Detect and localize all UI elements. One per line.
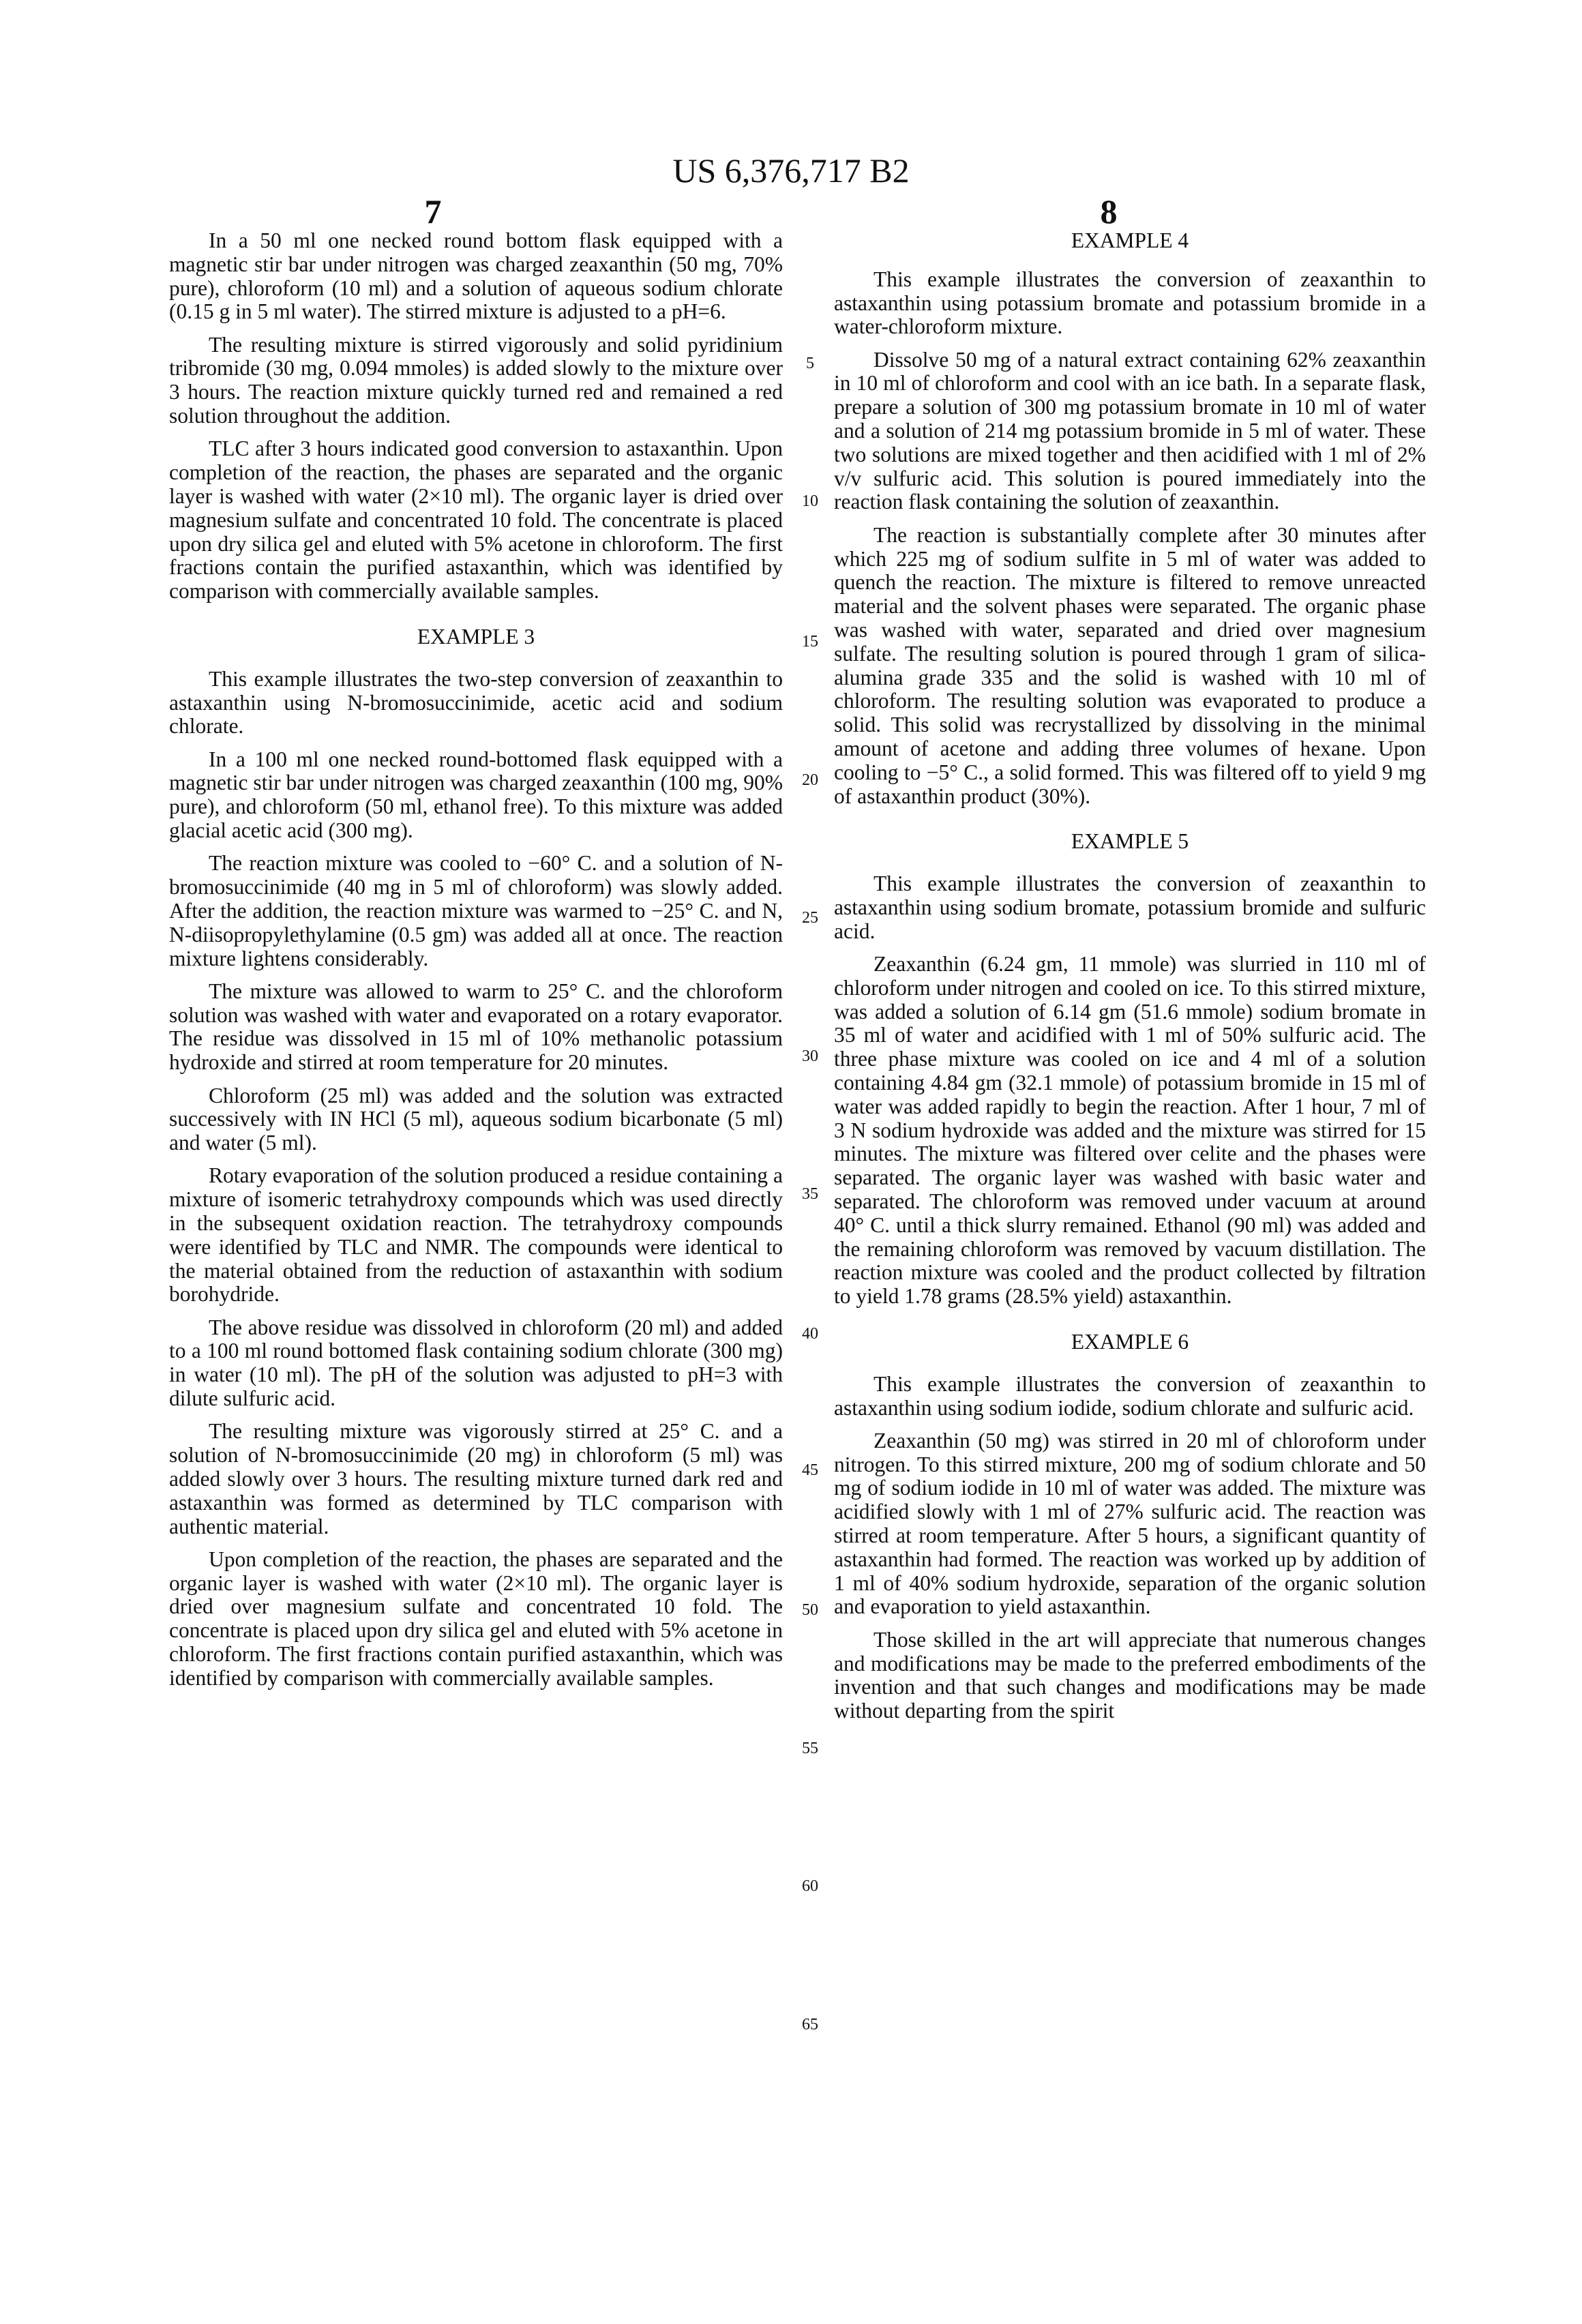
paragraph: The reaction mixture was cooled to −60° C. and a solution of N-bromosuccinimide (40 mg in 5 ml of chloroform) was slowly added. After the addition, the reaction mixture was warmed to −25° C. and N, N-diisopropylethylamine (0.5 gm) was added all at once. The reaction mixture lightens considerably. (169, 851, 783, 970)
line-number: 35 (802, 1185, 818, 1203)
line-number: 10 (802, 492, 818, 510)
paragraph: Rotary evaporation of the solution produced a residue containing a mixture of isomeric tetrahydroxy compounds which was used directly in the subsequent oxidation reaction. The tetrahydroxy compounds were identified by TLC and NMR. The compounds were identical to the material obtained from the reduction of astaxanthin with sodium borohydride. (169, 1163, 783, 1307)
paragraph: Upon completion of the reaction, the phases are separated and the organic layer is washed with water (2×10 ml). The organic layer is dried over magnesium sulfate and concentrated 10 fold. The concentrate is placed upon dry silica gel and eluted with 5% acetone in chloroform. The first fractions contain purified astaxanthin, which was identified by comparison with commercially available samples. (169, 1547, 783, 1690)
paragraph: This example illustrates the conversion of zeaxanthin to astaxanthin using potassium bromate and potassium bromide in a water-chloroform mixture. (834, 267, 1426, 339)
paragraph: Zeaxanthin (6.24 gm, 11 mmole) was slurried in 110 ml of chloroform under nitrogen and cooled on ice. To this stirred mixture, was added a solution of 6.14 gm (51.6 mmole) sodium bromate in 35 ml of water and acidified with 1 ml of 50% sulfuric acid. The three phase mixture was cooled on ice and 4 ml of a solution containing 4.84 gm (32.1 mmole) of potassium bromide in 15 ml of water was added rapidly to begin the reaction. After 1 hour, 7 ml of 3 N sodium hydroxide was added and the mixture was stirred for 15 minutes. The mixture was filtered over celite and the phases were separated. The organic layer was washed with basic water and separated. The chloroform was removed under vacuum at around 40° C. until a thick slurry remained. Ethanol (90 ml) was added and the remaining chloroform was removed by vacuum distillation. The reaction mixture was cooled and the product collected by filtration to yield 1.78 grams (28.5% yield) astaxanthin. (834, 952, 1426, 1309)
left-page-number: 7 (424, 192, 442, 230)
line-number: 60 (802, 1877, 818, 1895)
paragraph: This example illustrates the two-step conversion of zeaxanthin to astaxanthin using N-bromosuccinimide, acetic acid and sodium chlorate. (169, 666, 783, 739)
example-heading: EXAMPLE 6 (1071, 1329, 1189, 1354)
paragraph: The mixture was allowed to warm to 25° C. and the chloroform solution was washed with water and evaporated on a rotary evaporator. The residue was dissolved in 15 ml of 10% methanolic potassium hydroxide and stirred at room temperature for 20 minutes. (169, 979, 783, 1075)
example-heading: EXAMPLE 4 (1071, 228, 1189, 252)
line-number: 40 (802, 1325, 818, 1343)
right-column (834, 229, 1426, 1732)
paragraph: In a 50 ml one necked round bottom flask equipped with a magnetic stir bar under nitrogen was charged zeaxanthin (50 mg, 70% pure), chloroform (10 ml) and a solution of aqueous sodium chlorate (0.15 g in 5 ml water). The stirred mixture is adjusted to a pH=6. (169, 228, 783, 324)
line-number: 65 (802, 2016, 818, 2034)
line-number: 45 (802, 1461, 818, 1479)
paragraph: This example illustrates the conversion of zeaxanthin to astaxanthin using sodium bromate, potassium bromide and sulfuric acid. (834, 872, 1426, 943)
example-heading: EXAMPLE 3 (417, 624, 535, 649)
paragraph: This example illustrates the conversion of zeaxanthin to astaxanthin using sodium iodide, sodium chlorate and sulfuric acid. (834, 1371, 1426, 1420)
line-number: 55 (802, 1740, 818, 1757)
paragraph: The reaction is substantially complete after 30 minutes after which 225 mg of sodium sulfite in 5 ml of water was added to quench the reaction. The mixture is filtered to remove unreacted material and the solvent phases were separated. The organic phase was washed with water, separated and dried over magnesium sulfate. The resulting solution is poured through 1 gram of silica-alumina grade 335 and the solid is washed with 10 ml of chloroform. The resulting solution was evaporated to produce a solid. This solid was recrystallized by dissolving in the minimal amount of acetone and adding three volumes of hexane. Upon cooling to −5° C., a solid formed. This was filtered off to yield 9 mg of astaxanthin product (30%). (834, 522, 1426, 808)
paragraph: In a 100 ml one necked round-bottomed flask equipped with a magnetic stir bar under nitrogen was charged zeaxanthin (100 mg, 90% pure), and chloroform (50 ml, ethanol free). To this mixture was added glacial acetic acid (300 mg). (169, 747, 783, 843)
left-column (169, 229, 783, 1699)
right-page-number: 8 (1100, 192, 1118, 230)
paragraph: Those skilled in the art will appreciate that numerous changes and modifications may be made to the preferred embodiments of the invention and that such changes and modifications may be made without departing from the spirit (834, 1627, 1426, 1723)
example-heading: EXAMPLE 5 (1071, 829, 1189, 854)
line-number: 5 (806, 355, 814, 372)
line-number: 30 (802, 1047, 818, 1065)
line-number: 25 (802, 909, 818, 927)
paragraph: The resulting mixture was vigorously stirred at 25° C. and a solution of N-bromosuccinimide (20 mg) in chloroform (5 ml) was added slowly over 3 hours. The resulting mixture turned dark red and astaxanthin was formed as determined by TLC comparison with authentic material. (169, 1419, 783, 1538)
line-number: 15 (802, 633, 818, 651)
paragraph: The resulting mixture is stirred vigorously and solid pyridinium tribromide (30 mg, 0.094 mmoles) is added slowly to the mixture over 3 hours. The reaction mixture quickly turned red and remained a red solution throughout the addition. (169, 332, 783, 428)
line-number: 20 (802, 771, 818, 789)
paragraph: Chloroform (25 ml) was added and the solution was extracted successively with IN HCl (5 ml), aqueous sodium bicarbonate (5 ml) and water (5 ml). (169, 1083, 783, 1155)
line-number: 50 (802, 1601, 818, 1619)
paragraph: TLC after 3 hours indicated good conversion to astaxanthin. Upon completion of the reaction, the phases are separated and the organic layer is washed with water (2×10 ml). The organic layer is dried over magnesium sulfate and concentrated 10 fold. The concentrate is placed upon dry silica gel and eluted with 5% acetone in chloroform. The first fractions contain the purified astaxanthin, which was identified by comparison with commercially available samples. (169, 436, 783, 604)
paragraph: The above residue was dissolved in chloroform (20 ml) and added to a 100 ml round bottomed flask containing sodium chlorate (300 mg) in water (10 ml). The pH of the solution was adjusted to pH=3 with dilute sulfuric acid. (169, 1315, 783, 1411)
patent-number: US 6,376,717 B2 (672, 151, 910, 190)
paragraph: Dissolve 50 mg of a natural extract containing 62% zeaxanthin in 10 ml of chloroform and cool with an ice bath. In a separate flask, prepare a solution of 300 mg potassium bromate in 10 ml of water and a solution of 214 mg potassium bromide in 5 ml of water. These two solutions are mixed together and then acidified with 1 ml of 2% v/v sulfuric acid. This solution is poured immediately into the reaction flask containing the solution of zeaxanthin. (834, 347, 1426, 514)
paragraph: Zeaxanthin (50 mg) was stirred in 20 ml of chloroform under nitrogen. To this stirred mixture, 200 mg of sodium chlorate and 50 mg of sodium iodide in 10 ml of water was added. The mixture was acidified slowly with 1 ml of 27% sulfuric acid. The reaction was stirred at room temperature. After 5 hours, a significant quantity of astaxanthin had formed. The reaction was worked up by addition of 1 ml of 40% sodium hydroxide, separation of the organic solution and evaporation to yield astaxanthin. (834, 1428, 1426, 1619)
